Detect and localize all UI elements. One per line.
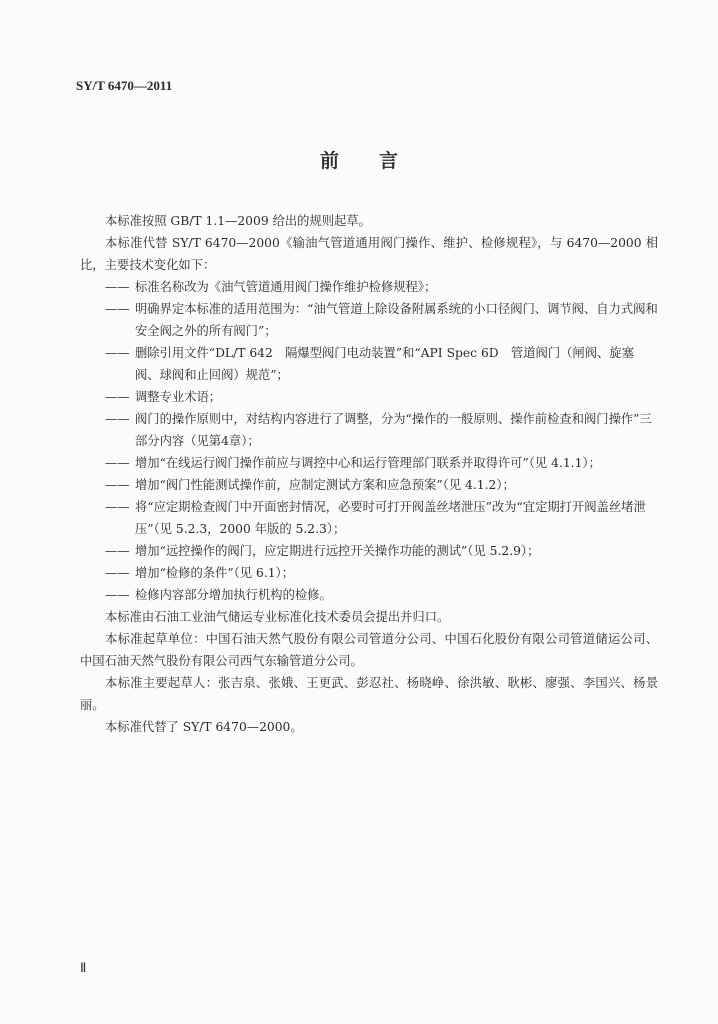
list-item-text: 调整专业术语； <box>135 390 222 404</box>
list-dash: —— <box>105 412 130 426</box>
list-dash: —— <box>105 544 130 558</box>
paragraph-drafting-units: 本标准起草单位：中国石油天然气股份有限公司管道分公司、中国石化股份有限公司管道储运公司、中国石油天然气股份有限公司西气东输管道分公司。 <box>80 632 658 668</box>
list-dash: —— <box>105 280 130 294</box>
document-body <box>80 210 658 738</box>
list-item-text: 增加“阀门性能测试操作前，应制定测试方案和应急预案”（见 4.1.2）； <box>135 478 515 492</box>
list-dash: —— <box>105 390 130 404</box>
list-item <box>80 276 658 298</box>
list-dash: —— <box>105 566 130 580</box>
list-item <box>80 584 658 606</box>
list-item <box>80 496 658 540</box>
paragraph-supersedes: 本标准代替了 SY/T 6470—2000。 <box>105 720 303 734</box>
list-item-text: 删除引用文件“DL/T 642 隔爆型阀门电动装置”和“API Spec 6D 管道阀门（闸阀、旋塞阀、球阀和止回阀）规范”； <box>135 346 634 382</box>
list-dash: —— <box>105 478 130 492</box>
list-item-text: 将“应定期检查阀门中开面密封情况，必要时可打开阀盖丝堵泄压”改为“宜定期打开阀盖丝堵泄压”（见 5.2.3，2000 年版的 5.2.3）； <box>135 500 646 536</box>
list-dash: —— <box>105 302 130 316</box>
list-item-text: 增加“远控操作的阀门，应定期进行远控开关操作功能的测试”（见 5.2.9）； <box>135 544 540 558</box>
list-dash: —— <box>105 500 130 514</box>
page-title: 前言 <box>319 150 438 172</box>
list-dash: —— <box>105 346 130 360</box>
list-item <box>80 408 658 452</box>
list-item <box>80 474 658 496</box>
list-item <box>80 452 658 474</box>
list-item <box>80 342 658 386</box>
paragraph-drafting-rules: 本标准按照 GB/T 1.1—2009 给出的规则起草。 <box>105 214 371 228</box>
list-dash: —— <box>105 588 130 602</box>
list-item <box>80 298 658 342</box>
list-item-text: 增加“检修的条件”（见 6.1）； <box>135 566 295 580</box>
document-code: SY/T 6470—2011 <box>76 78 173 93</box>
list-item <box>80 562 658 584</box>
list-item-text: 阀门的操作原则中，对结构内容进行了调整，分为“操作的一般原则、操作前检查和阀门操作”三部分内容（见第4章）； <box>135 412 652 448</box>
page-number: Ⅱ <box>80 960 87 975</box>
list-item <box>80 540 658 562</box>
list-item <box>80 386 658 408</box>
paragraph-replacement: 本标准代替 SY/T 6470—2000《输油气管道通用阀门操作、维护、检修规程》，与 6470—2000 相比，主要技术变化如下： <box>80 236 658 272</box>
list-dash: —— <box>105 456 130 470</box>
paragraph-proposer: 本标准由石油工业油气储运专业标准化技术委员会提出并归口。 <box>105 610 450 624</box>
paragraph-drafters: 本标准主要起草人：张吉泉、张娥、王更武、彭忍社、杨晓峥、徐洪敏、耿彬、廖强、李国兴、杨景丽。 <box>80 676 658 712</box>
list-item-text: 标准名称改为《油气管道通用阀门操作维护检修规程》； <box>135 280 437 294</box>
list-item-text: 检修内容部分增加执行机构的检修。 <box>135 588 332 602</box>
list-item-text: 增加“在线运行阀门操作前应与调控中心和运行管理部门联系并取得许可”（见 4.1.1）； <box>135 456 601 470</box>
list-item-text: 明确界定本标准的适用范围为：“油气管道上除设备附属系统的小口径阀门、调节阀、自力式阀和安全阀之外的所有阀门”； <box>135 302 658 338</box>
